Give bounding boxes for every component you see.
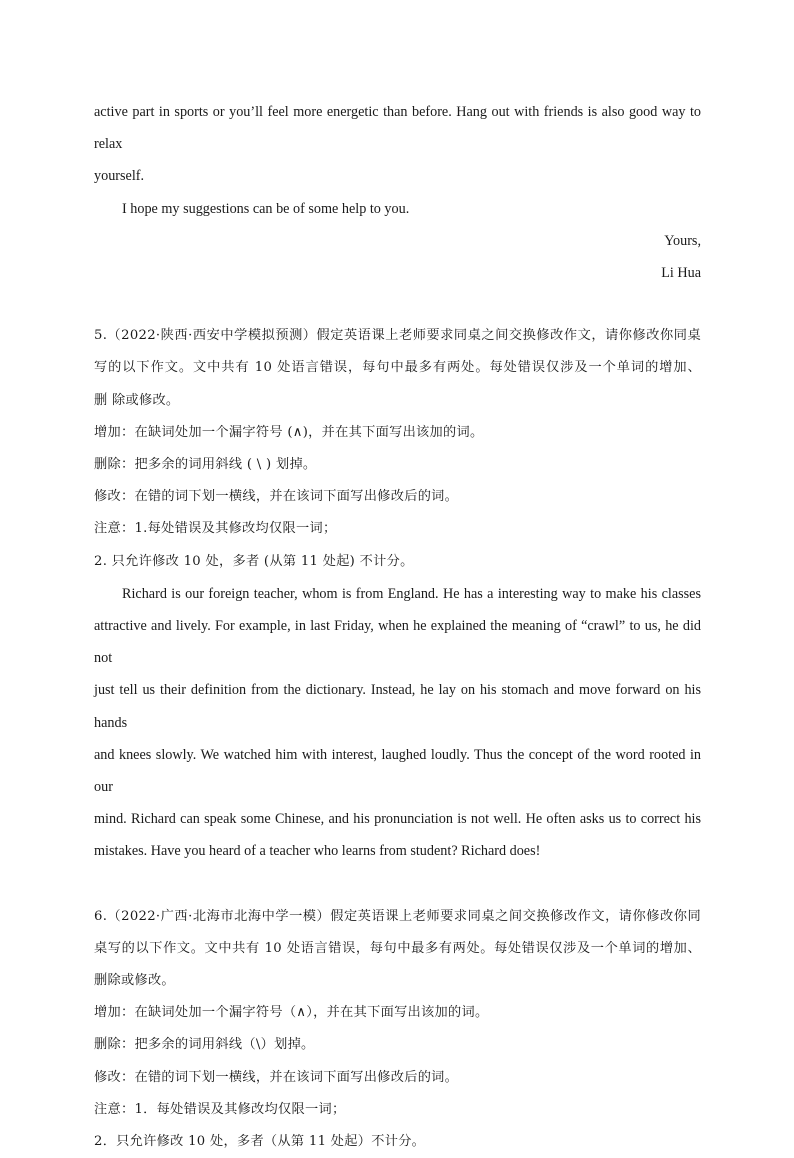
note-1: 注意：1.每处错误及其修改均仅限一词； — [94, 521, 337, 537]
answer-paragraph-line: yourself. — [94, 168, 145, 185]
question-title: 删 除或修改。 — [94, 392, 180, 408]
sign-off: Yours, — [664, 232, 701, 249]
rule-modify: 修改：在错的词下划一横线，并在该词下面写出修改后的词。 — [94, 1069, 459, 1085]
passage-line: and knees slowly. We watched him with interest, laughed loudly. Thus the concept of the word rooted in our — [94, 746, 701, 796]
note-2: 2．只允许修改 10 处，多者（从第 11 处起）不计分。 — [94, 1134, 426, 1150]
passage-line: mistakes. Have you heard of a teacher who learns from student? Richard does! — [94, 843, 541, 860]
passage-line: attractive and lively. For example, in last Friday, when he explained the meaning of “crawl” to us, he did not — [94, 618, 701, 667]
question-title: 删除或修改。 — [94, 973, 175, 989]
section-gap — [94, 289, 701, 320]
rule-add: 增加：在缺词处加一个漏字符号 (∧)，并在其下面写出该加的词。 — [94, 424, 484, 440]
note-1: 注意：1．每处错误及其修改均仅限一词； — [94, 1101, 346, 1117]
section-gap — [94, 868, 701, 901]
rule-modify: 修改：在错的词下划一横线，并在该词下面写出修改后的词。 — [94, 489, 459, 505]
passage-line: Richard is our foreign teacher, whom is from England. He has a interesting way to make his classes — [122, 585, 701, 602]
passage-line: mind. Richard can speak some Chinese, and his pronunciation is not well. He often asks us to correct his — [94, 811, 701, 828]
question-6 — [94, 901, 701, 1158]
closing-paragraph: I hope my suggestions can be of some help to you. — [122, 200, 410, 217]
previous-answer — [94, 96, 701, 289]
question-title: 5.（2022·陕西·西安中学模拟预测）假定英语课上老师要求同桌之间交换修改作文，请你修改你同桌 — [94, 328, 701, 344]
note-2: 2. 只允许修改 10 处，多者 (从第 11 处起) 不计分。 — [94, 553, 414, 569]
question-title: 写的以下作文。文中共有 10 处语言错误，每句中最多有两处。每处错误仅涉及一个单词的增加、 — [94, 360, 701, 376]
question-title: 6.（2022·广西·北海市北海中学一模）假定英语课上老师要求同桌之间交换修改作文，请你修改你同 — [94, 908, 701, 924]
question-title: 桌写的以下作文。文中共有 10 处语言错误，每句中最多有两处。每处错误仅涉及一个单词的增加、 — [94, 940, 701, 956]
passage — [94, 578, 701, 868]
passage-line: just tell us their definition from the dictionary. Instead, he lay on his stomach and move forward on his hands — [94, 682, 701, 731]
signature: Li Hua — [661, 265, 701, 282]
rule-delete: 删除：把多余的词用斜线 ( \ ) 划掉。 — [94, 457, 317, 473]
question-5 — [94, 320, 701, 867]
rule-delete: 删除：把多余的词用斜线（\）划掉。 — [94, 1037, 315, 1053]
rule-add: 增加：在缺词处加一个漏字符号（∧），并在其下面写出该加的词。 — [94, 1005, 489, 1021]
answer-paragraph-line: active part in sports or you’ll feel more energetic than before. Hang out with friends is also good way to relax — [94, 104, 701, 153]
document-page — [94, 96, 701, 1158]
